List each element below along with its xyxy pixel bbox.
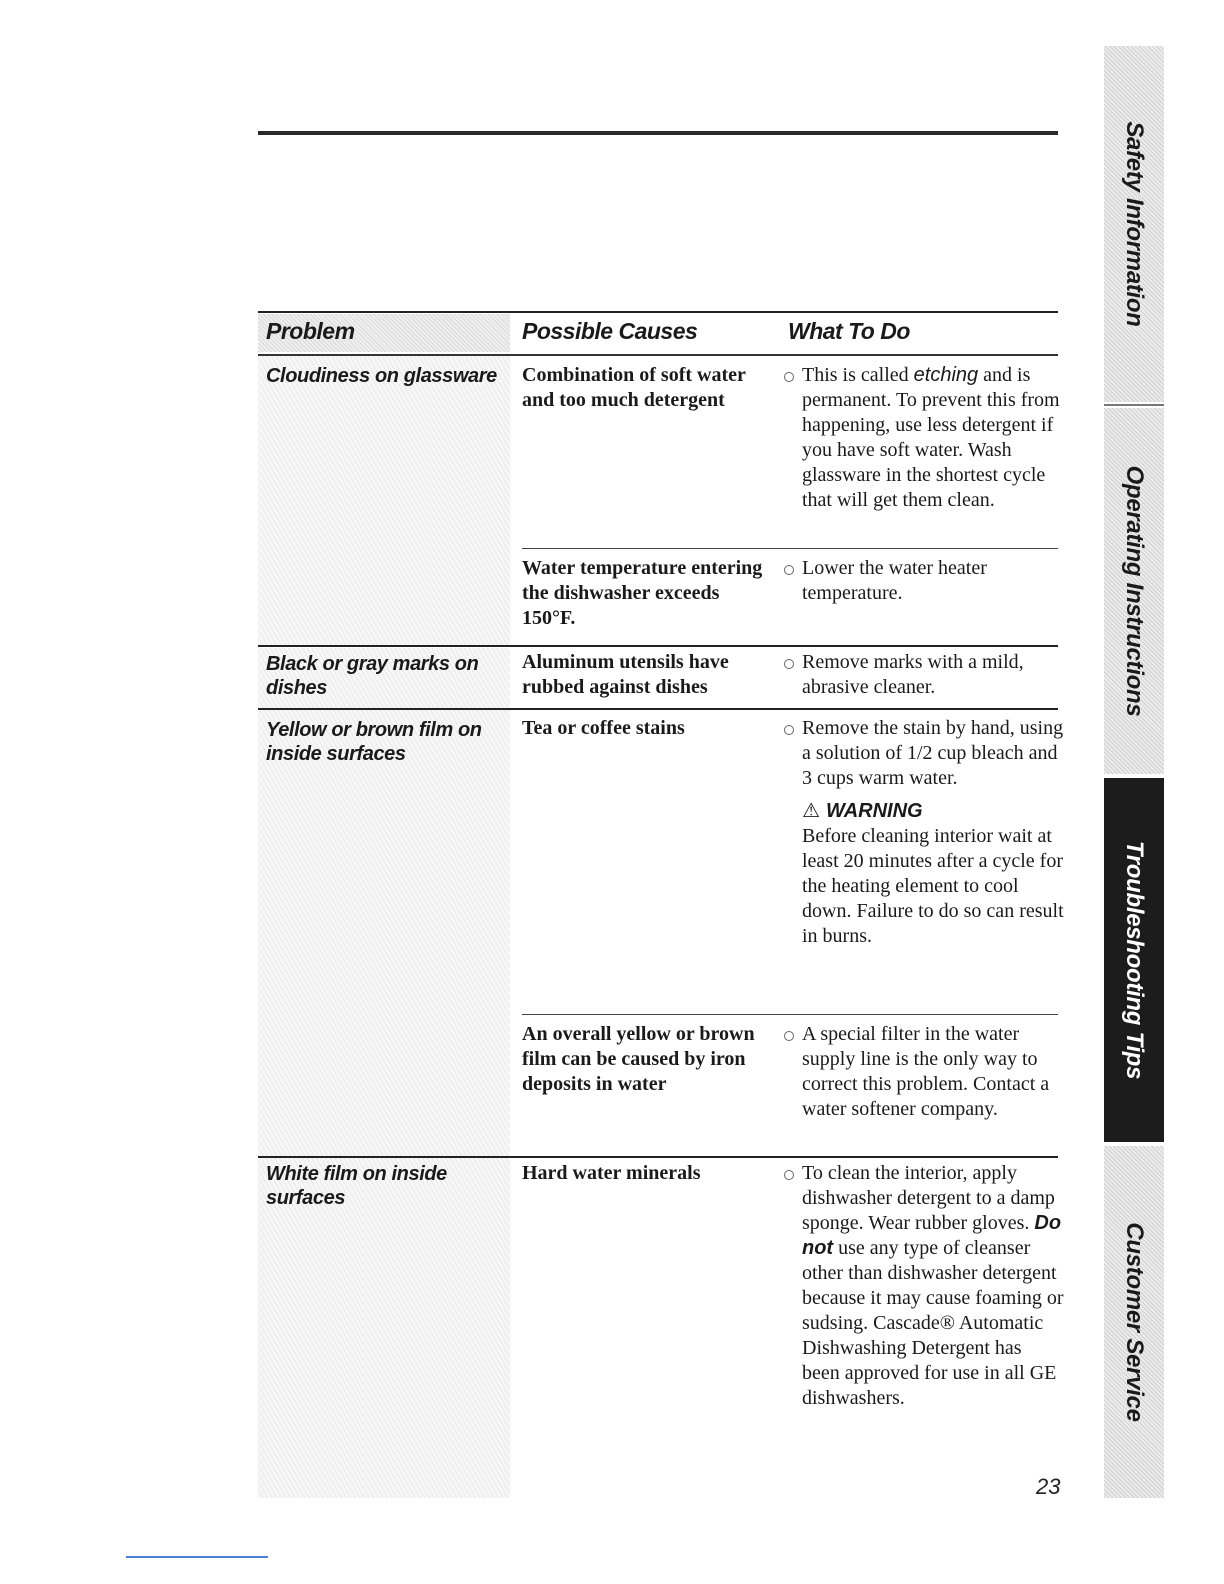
todo-etching-part2: and is permanent. To prevent this from happening, use less detergent if you have soft water. Wash glassware in the shortest cycle that will get them clean. <box>802 364 1060 511</box>
cause-soft-water: Combination of soft water and too much detergent <box>522 364 746 411</box>
tab-safety-information[interactable] <box>1104 46 1164 402</box>
warning-text: Before cleaning interior wait at least 20 minutes after a cycle for the heating element to cool down. Failure to do so can result in burns. <box>802 825 1064 947</box>
page-number: 23 <box>1036 1474 1061 1499</box>
problem-cloudiness: Cloudiness on glassware <box>266 365 497 387</box>
header-top-rule <box>258 311 1058 313</box>
problem-black-gray-marks: Black or gray marks on dishes <box>266 653 479 699</box>
tab-troubleshooting-tips-label: Troubleshooting Tips <box>1121 840 1148 1080</box>
warning-heading <box>784 799 1064 824</box>
tab-safety-information-label: Safety Information <box>1121 121 1148 327</box>
todo-clean-part1: To clean the interior, apply dishwasher detergent to a damp sponge. Wear rubber gloves. <box>802 1162 1055 1234</box>
header-problem: Problem <box>266 318 355 344</box>
todo-special-filter <box>784 1022 1064 1122</box>
bottom-link-line <box>126 1556 268 1558</box>
tab-customer-service[interactable] <box>1104 1146 1164 1498</box>
cause-iron-deposits: An overall yellow or brown film can be caused by iron deposits in water <box>522 1023 755 1095</box>
problem-shade-1 <box>258 356 510 646</box>
row-rule-2 <box>258 708 1058 710</box>
bullet-icon <box>784 565 794 575</box>
sub-rule-1 <box>522 548 1058 549</box>
cause-hard-water: Hard water minerals <box>522 1162 701 1184</box>
todo-special-filter-text: A special filter in the water supply line is the only way to correct this problem. Contact a water softener company. <box>802 1023 1050 1120</box>
tab-customer-service-label: Customer Service <box>1121 1222 1148 1422</box>
cause-aluminum-utensils: Aluminum utensils have rubbed against dishes <box>522 651 729 698</box>
todo-clean-emph: Do not <box>802 1212 1062 1259</box>
todo-remove-stain-text: Remove the stain by hand, using a solution of 1/2 cup bleach and 3 cups warm water. <box>802 717 1064 789</box>
todo-clean-part2: use any type of cleanser other than dishwasher detergent because it may cause foaming or sudsing. Cascade® Automatic Dishwashing Detergent has been approved for use in all GE dishwashers. <box>802 1237 1064 1409</box>
cause-tea-coffee: Tea or coffee stains <box>522 717 685 739</box>
todo-etching-emph: etching <box>913 364 979 386</box>
bullet-icon <box>784 725 794 735</box>
problem-yellow-brown-film: Yellow or brown film on inside surfaces <box>266 719 482 765</box>
header-possible-causes: Possible Causes <box>522 318 698 344</box>
todo-remove-marks <box>784 650 1064 700</box>
tab-operating-instructions-label: Operating Instructions <box>1121 465 1148 717</box>
todo-lower-heater <box>784 556 1064 606</box>
todo-remove-stain <box>784 716 1064 949</box>
todo-clean-interior <box>784 1161 1064 1411</box>
todo-etching <box>784 363 1064 513</box>
bullet-icon <box>784 1170 794 1180</box>
problem-shade-3 <box>258 710 510 1156</box>
warning-title: WARNING <box>825 800 923 822</box>
tab-operating-instructions[interactable] <box>1104 408 1164 774</box>
cause-water-temperature: Water temperature entering the dishwasher exceeds 150°F. <box>522 557 763 629</box>
problem-white-film: White film on inside surfaces <box>266 1163 447 1209</box>
warning-triangle-icon: ⚠ <box>802 800 820 822</box>
sub-rule-2 <box>522 1014 1058 1015</box>
tab-divider <box>1104 404 1164 406</box>
todo-etching-part1: This is called <box>802 364 914 386</box>
todo-lower-heater-text: Lower the water heater temperature. <box>802 557 987 604</box>
todo-remove-marks-text: Remove marks with a mild, abrasive cleaner. <box>802 651 1024 698</box>
row-rule-1 <box>258 645 1058 647</box>
row-rule-3 <box>258 1156 1058 1158</box>
tab-troubleshooting-tips[interactable] <box>1104 778 1164 1142</box>
bullet-icon <box>784 659 794 669</box>
header-what-to-do: What To Do <box>788 318 910 344</box>
bullet-icon <box>784 372 794 382</box>
bullet-icon <box>784 1031 794 1041</box>
top-rule <box>258 131 1058 135</box>
